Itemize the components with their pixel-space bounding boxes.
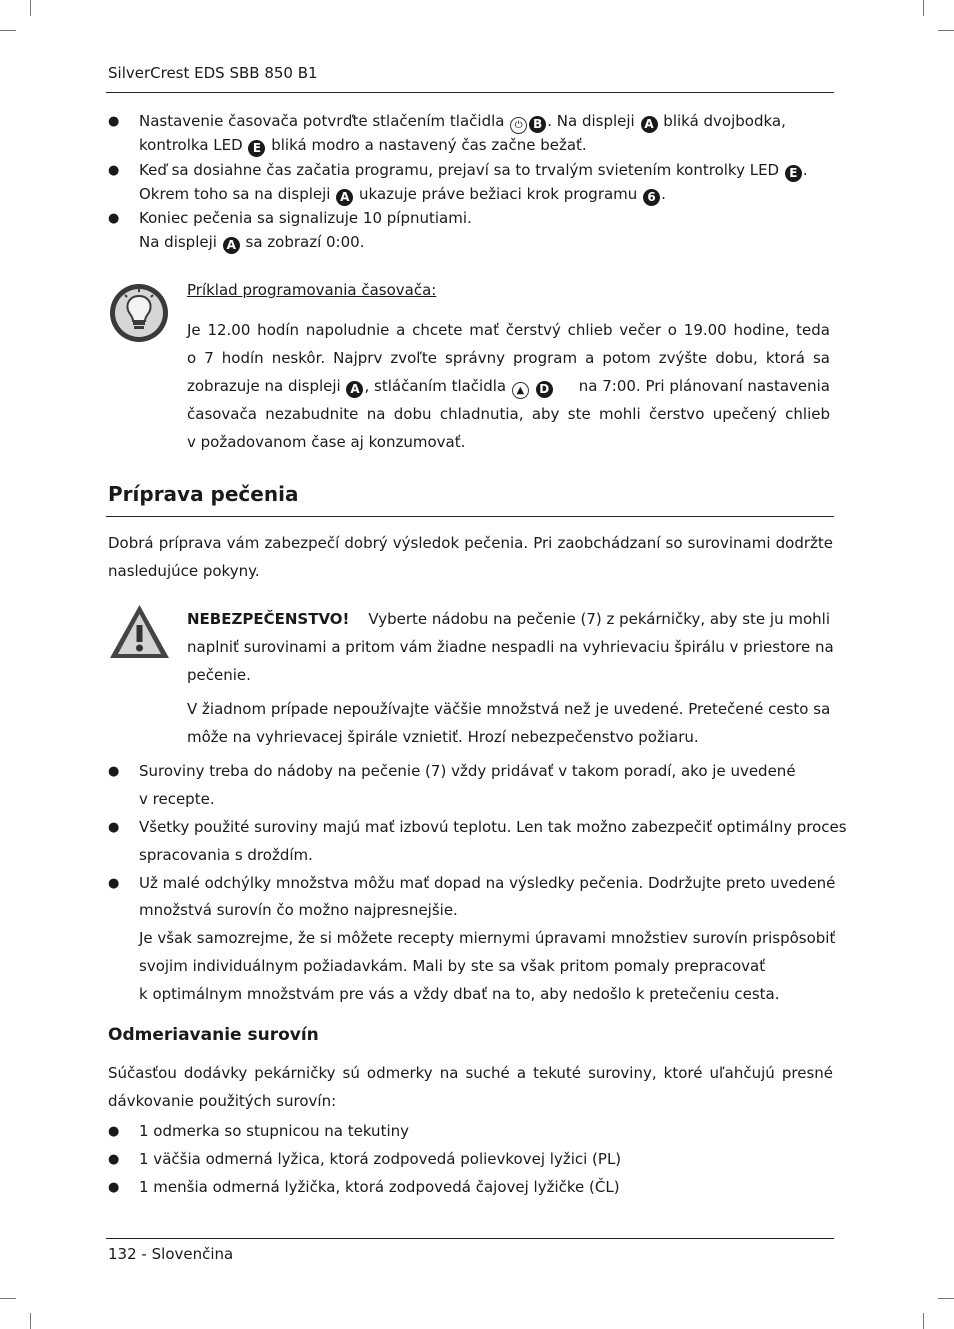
tip-line bbox=[187, 377, 830, 399]
list-item: 1 menšia odmerná lyžička, ktorá zodpovedá čajovej lyžičke (ČL) bbox=[139, 1178, 620, 1196]
warning-text: Vyberte nádobu na pečenie (7) z pekárničky, aby ste ju mohli bbox=[368, 610, 830, 628]
bullet-dot: ● bbox=[108, 163, 120, 178]
list-item-cont: Je však samozrejme, že si môžete recepty miernymi úpravami množstiev surovín prispôsobiť bbox=[139, 929, 836, 947]
list-item-cont bbox=[139, 136, 587, 157]
timer-icon: ⏻ bbox=[510, 117, 527, 134]
bullet-text: . bbox=[661, 185, 666, 203]
lightbulb-icon bbox=[108, 282, 170, 344]
warning-line bbox=[187, 610, 830, 628]
bullet-text: ukazuje práve bežiaci krok programu bbox=[359, 185, 638, 203]
crop-mark bbox=[938, 1298, 954, 1299]
section-heading: Príprava pečenia bbox=[108, 482, 299, 506]
bullet-dot: ● bbox=[108, 1180, 120, 1195]
list-item-cont bbox=[139, 233, 364, 254]
list-item-cont: v recepte. bbox=[139, 790, 215, 808]
header-rule bbox=[106, 92, 834, 93]
footer-language: Slovenčina bbox=[151, 1245, 234, 1263]
bullet-dot: ● bbox=[108, 876, 120, 891]
bullet-text: Okrem toho sa na displeji bbox=[139, 185, 331, 203]
button-d-icon: D bbox=[536, 381, 553, 398]
page-number: 132 bbox=[108, 1245, 137, 1263]
list-item: 1 odmerka so stupnicou na tekutiny bbox=[139, 1122, 409, 1140]
button-b-icon: B bbox=[529, 116, 546, 133]
paragraph-line: Dobrá príprava vám zabezpečí dobrý výsledok pečenia. Pri zaobchádzaní so surovinami dodržte bbox=[108, 534, 833, 552]
subsection-heading: Odmeriavanie surovín bbox=[108, 1025, 319, 1045]
list-item bbox=[139, 112, 786, 134]
crop-mark bbox=[923, 1313, 924, 1329]
crop-mark bbox=[30, 1313, 31, 1329]
warning-line: naplniť surovinami a pritom vám žiadne nespadli na vyhrievaciu špirálu v priestore na bbox=[187, 638, 834, 656]
bullet-dot: ● bbox=[108, 820, 120, 835]
list-item bbox=[139, 161, 808, 182]
list-item-cont: spracovania s droždím. bbox=[139, 846, 313, 864]
list-item: 1 väčšia odmerná lyžica, ktorá zodpovedá polievkovej lyžici (PL) bbox=[139, 1150, 622, 1168]
crop-mark bbox=[0, 1298, 16, 1299]
footer bbox=[108, 1245, 233, 1263]
tip-line: v požadovanom čase aj konzumovať. bbox=[187, 433, 466, 451]
warning-label: NEBEZPEČENSTVO! bbox=[187, 610, 350, 628]
list-item-cont: množstvá surovín čo možno najpresnejšie. bbox=[139, 901, 458, 919]
crop-mark bbox=[938, 30, 954, 31]
tip-text-c: na 7:00. Pri plánovaní nastavenia bbox=[578, 377, 830, 395]
crop-mark bbox=[30, 0, 31, 16]
list-item bbox=[139, 209, 472, 227]
tip-text-b: , stláčaním tlačidla bbox=[364, 377, 507, 395]
list-item: Suroviny treba do nádoby na pečenie (7) vždy pridávať v takom poradí, ako je uvedené bbox=[139, 762, 796, 780]
warning-line: môže na vyhrievacej špirále vznietiť. Hrozí nebezpečenstvo požiaru. bbox=[187, 728, 699, 746]
paragraph-line: Súčasťou dodávky pekárničky sú odmerky na suché a tekuté suroviny, ktoré uľahčujú presné bbox=[108, 1064, 833, 1082]
bullet-dot: ● bbox=[108, 1152, 120, 1167]
list-item-cont: svojim individuálnym požiadavkám. Mali by ste sa však pritom pomaly prepracovať bbox=[139, 957, 766, 975]
bullet-text: . bbox=[802, 161, 808, 179]
paragraph-line: nasledujúce pokyny. bbox=[108, 562, 260, 580]
bullet-text: bliká modro a nastavený čas začne bežať. bbox=[271, 136, 587, 154]
arrow-up-icon: ▲ bbox=[512, 382, 529, 399]
tip-line: o 7 hodín neskôr. Najprv zvoľte správny program a potom zvýšte dobu, ktorá sa bbox=[187, 349, 830, 367]
list-item-cont: k optimálnym množstvám pre vás a vždy dbať na to, aby nedošlo k pretečeniu cesta. bbox=[139, 985, 780, 1003]
crop-mark bbox=[0, 30, 16, 31]
bullet-text: Keď sa dosiahne čas začatia programu, prejaví sa to trvalým svietením kontrolky LED bbox=[139, 161, 780, 179]
list-item: Už malé odchýlky množstva môžu mať dopad na výsledky pečenia. Dodržujte preto uvedené bbox=[139, 874, 836, 892]
list-item-cont bbox=[139, 185, 666, 206]
bullet-dot: ● bbox=[108, 114, 120, 129]
header-title: SilverCrest EDS SBB 850 B1 bbox=[108, 64, 318, 82]
tip-line: Je 12.00 hodín napoludnie a chcete mať čerstvý chlieb večer o 19.00 hodine, teda bbox=[187, 321, 830, 339]
warning-line: pečenie. bbox=[187, 666, 251, 684]
step-6-icon: 6 bbox=[643, 189, 660, 206]
tip-line: časovača nezabudnite na dobu chladnutia, aby ste mohli čerstvo upečený chlieb bbox=[187, 405, 830, 423]
display-a-icon: A bbox=[641, 116, 658, 133]
footer-rule bbox=[106, 1238, 834, 1239]
tip-text bbox=[187, 377, 554, 399]
bullet-text: Nastavenie časovača potvrďte stlačením tlačidla bbox=[139, 112, 505, 130]
bullet-text: Koniec pečenia sa signalizuje 10 pípnutiami. bbox=[139, 209, 472, 227]
tip-text-a: zobrazuje na displeji bbox=[187, 377, 341, 395]
bullet-text: Na displeji bbox=[139, 233, 217, 251]
warning-line: V žiadnom prípade nepoužívajte väčšie množstvá než je uvedené. Pretečené cesto sa bbox=[187, 700, 831, 718]
bullet-text: kontrolka LED bbox=[139, 136, 243, 154]
bullet-dot: ● bbox=[108, 1124, 120, 1139]
led-e-icon: E bbox=[248, 140, 265, 157]
bullet-text: . Na displeji bbox=[547, 112, 635, 130]
display-a-icon: A bbox=[336, 189, 353, 206]
crop-mark bbox=[923, 0, 924, 16]
paragraph-line: dávkovanie použitých surovín: bbox=[108, 1092, 337, 1110]
list-item: Všetky použité suroviny majú mať izbovú teplotu. Len tak možno zabezpečiť optimálny proces bbox=[139, 818, 847, 836]
bullet-dot: ● bbox=[108, 764, 120, 779]
led-e-icon: E bbox=[785, 165, 802, 182]
tip-title: Príklad programovania časovača: bbox=[187, 281, 437, 299]
bullet-text: bliká dvojbodka, bbox=[663, 112, 786, 130]
display-a-icon: A bbox=[346, 381, 363, 398]
bullet-dot: ● bbox=[108, 211, 120, 226]
bullet-text: sa zobrazí 0:00. bbox=[245, 233, 365, 251]
section-rule bbox=[106, 516, 834, 517]
display-a-icon: A bbox=[223, 237, 240, 254]
warning-icon bbox=[108, 603, 171, 660]
footer-separator: - bbox=[141, 1245, 147, 1263]
